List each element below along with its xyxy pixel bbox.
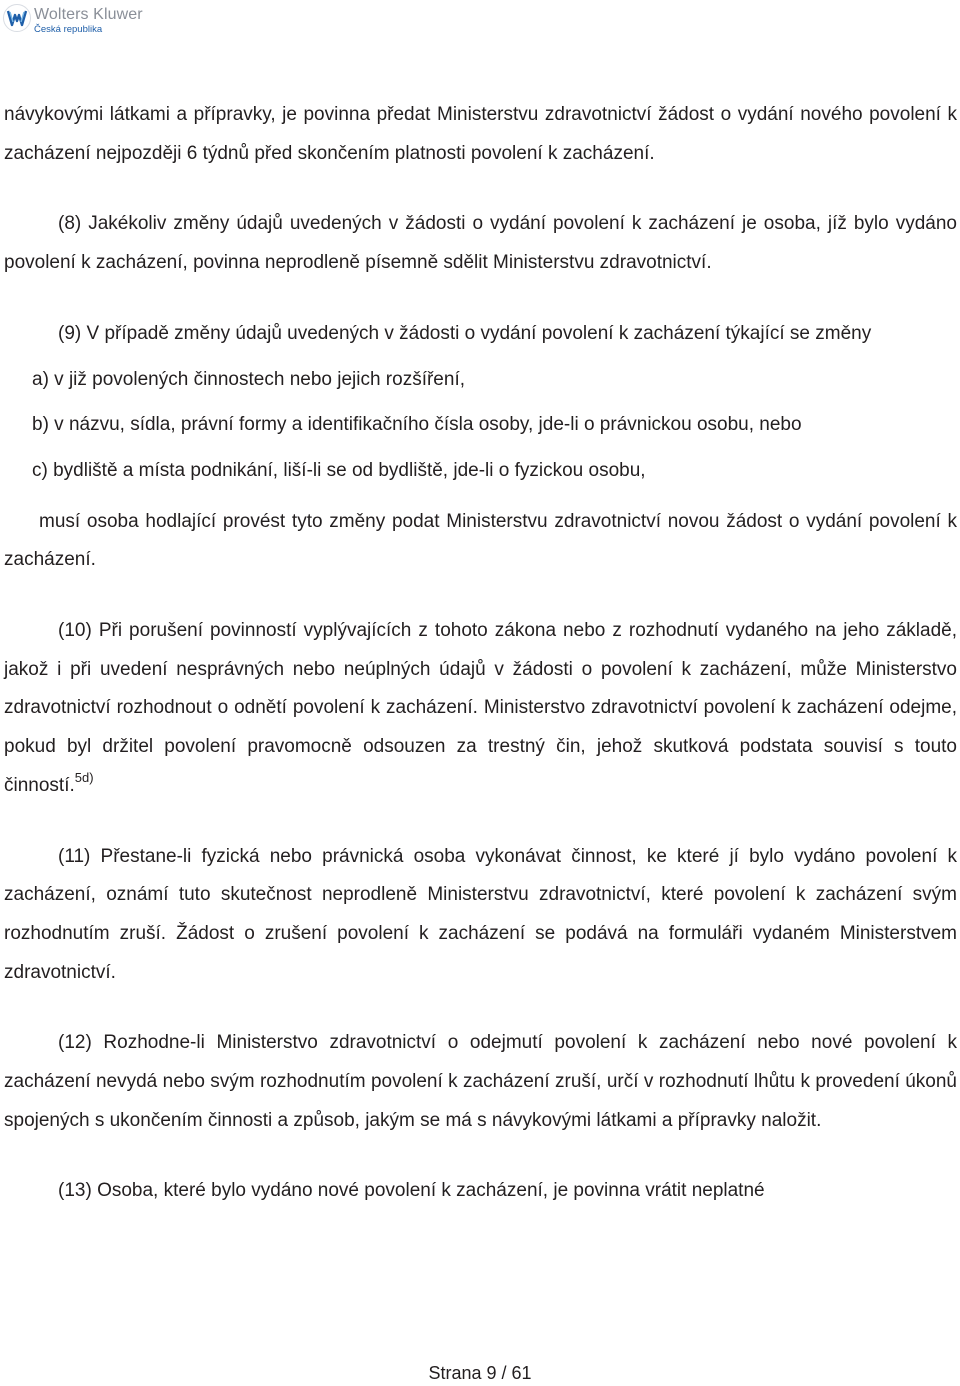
paragraph-9-continuation: musí osoba hodlající provést tyto změny podat Ministerstvu zdravotnictví novou žádost o vydání povolení k zacházení. <box>4 510 957 571</box>
list-item-b: b) v názvu, sídla, právní formy a identifikačního čísla osoby, jde-li o právnickou osobu, nebo <box>32 414 802 436</box>
paragraph-13: (13) Osoba, které bylo vydáno nové povolení k zacházení, je povinna vrátit neplatné <box>58 1180 765 1202</box>
list-item-a: a) v již povolených činnostech nebo jejich rozšíření, <box>32 368 466 390</box>
page-number: Strana 9 / 61 <box>428 1363 532 1383</box>
paragraph-12: (12) Rozhodne-li Ministerstvo zdravotnictví o odejmutí povolení k zacházení nebo nové povolení k zacházení nevydá nebo svým rozhodnutím povolení k zacházení zruší, určí v rozhodnutí lhůtu k provedení úkonů spojených s ukončením činnosti a způsob, jakým se má s návykovými látkami a přípravky naložit. <box>4 1032 957 1131</box>
paragraph-continuation: návykovými látkami a přípravky, je povinna předat Ministerstvu zdravotnictví žádost o vydání nového povolení k zacházení nejpozději 6 týdnů před skončením platnosti povolení k zacházení. <box>4 104 957 164</box>
list-item-c: c) bydliště a místa podnikání, liší-li se od bydliště, jde-li o fyzickou osobu, <box>32 459 646 481</box>
paragraph-11: (11) Přestane-li fyzická nebo právnická osoba vykonávat činnost, ke které jí bylo vydáno povolení k zacházení, oznámí tuto skutečnost neprodleně Ministerstvu zdravotnictví, které povolení k zacházení svým rozhodnutím zruší. Žádost o zrušení povolení k zacházení se podává na formuláři vydaném Ministerstvem zdravotnictví. <box>4 845 957 983</box>
paragraph-8: (8) Jakékoliv změny údajů uvedených v žádosti o vydání povolení k zacházení je osoba, jíž bylo vydáno povolení k zacházení, povinna neprodleně písemně sdělit Ministerstvu zdravotnictví. <box>4 213 957 274</box>
paragraph-9: (9) V případě změny údajů uvedených v žádosti o vydání povolení k zacházení týkající se změny <box>58 322 872 344</box>
wolters-kluwer-logo-icon <box>2 3 32 33</box>
document-body <box>4 96 957 1211</box>
publisher-logo <box>2 3 143 35</box>
logo-subtitle: Česká republika <box>34 24 103 35</box>
paragraph-10-text: (10) Při porušení povinností vyplývajících z tohoto zákona nebo z rozhodnutí vydaného na jeho základě, jakož i při uvedení nesprávných nebo neúplných údajů v žádosti o povolení k zacházení, může Ministerstvo zdravotnictví rozhodnout o odnětí povolení k zacházení. Ministerstvo zdravotnictví povolení k zacházení odejme, pokud byl držitel povolení pravomocně odsouzen za trestný čin, jehož skutková podstata souvisí s touto činností. <box>4 620 957 796</box>
logo-brand-text: Wolters Kluwer <box>34 6 143 23</box>
paragraph-10 <box>4 612 957 806</box>
footnote-ref: 5d) <box>74 769 94 785</box>
